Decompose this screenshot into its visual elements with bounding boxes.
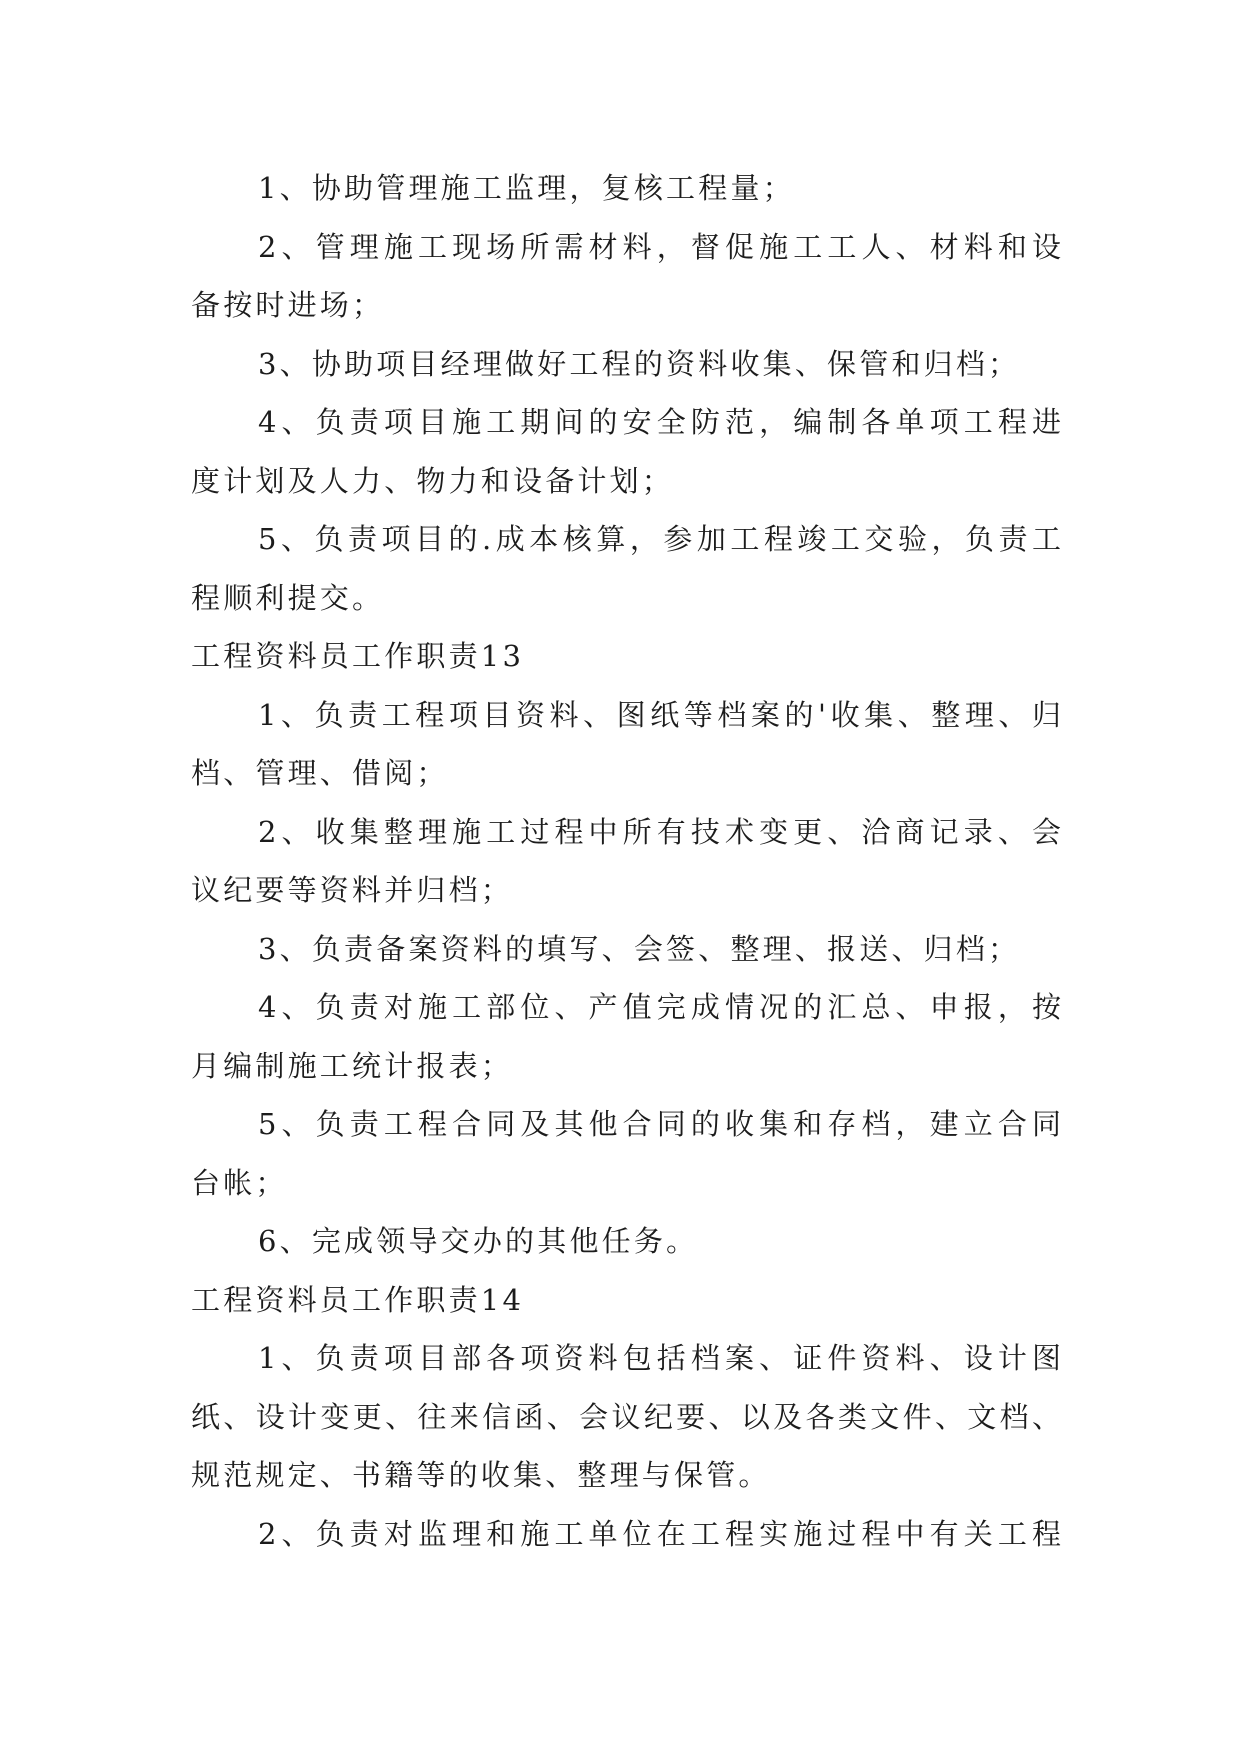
list-item-paragraph: [191, 218, 1061, 335]
list-item-paragraph: [191, 1329, 1061, 1505]
list-item-paragraph: [191, 1505, 1061, 1564]
paragraph-line: 2、管理施工现场所需材料，督促施工工人、材料和设: [258, 229, 1061, 264]
list-item-paragraph: [191, 978, 1061, 1095]
paragraph-line: 月编制施工统计报表；: [191, 1048, 514, 1083]
list-item-paragraph: [191, 159, 1061, 218]
paragraph-line: 规范规定、书籍等的收集、整理与保管。: [191, 1458, 771, 1492]
paragraph-line: 2、收集整理施工过程中所有技术变更、洽商记录、会: [258, 814, 1061, 849]
paragraph-line: 5、负责项目的.成本核算，参加工程竣工交验，负责工: [258, 522, 1061, 556]
list-item-paragraph: [191, 1212, 1061, 1271]
paragraph-line: 4、负责对施工部位、产值完成情况的汇总、申报，按: [258, 990, 1061, 1024]
paragraph-line: 档、管理、借阅；: [191, 756, 449, 790]
paragraph-line: 备按时进场；: [191, 288, 385, 322]
paragraph-line: 1、负责项目部各项资料包括档案、证件资料、设计图: [258, 1341, 1061, 1375]
paragraph-line: 5、负责工程合同及其他合同的收集和存档，建立合同: [258, 1107, 1061, 1141]
list-item-paragraph: [191, 393, 1061, 510]
section-heading: [191, 1271, 1061, 1330]
paragraph-line: 1、负责工程项目资料、图纸等档案的'收集、整理、归: [258, 697, 1061, 732]
list-item-paragraph: [191, 510, 1061, 627]
paragraph-line: 纸、设计变更、往来信函、会议纪要、以及各类文件、文档、: [191, 1399, 1061, 1434]
paragraph-line: 议纪要等资料并归档；: [191, 873, 514, 907]
list-item-paragraph: [191, 920, 1061, 979]
document-body: [191, 159, 1061, 1563]
paragraph-line: 台帐；: [191, 1165, 288, 1200]
section-heading-text: 工程资料员工作职责13: [191, 639, 525, 673]
paragraph-line: 3、协助项目经理做好工程的资料收集、保管和归档；: [258, 346, 1021, 381]
paragraph-line: 度计划及人力、物力和设备计划；: [191, 463, 675, 498]
paragraph-line: 4、负责项目施工期间的安全防范，编制各单项工程进: [258, 405, 1061, 439]
paragraph-line: 1、协助管理施工监理，复核工程量；: [258, 171, 795, 205]
list-item-paragraph: [191, 686, 1061, 803]
section-heading-text: 工程资料员工作职责14: [191, 1282, 525, 1317]
paragraph-line: 3、负责备案资料的填写、会签、整理、报送、归档；: [258, 931, 1021, 966]
list-item-paragraph: [191, 803, 1061, 920]
paragraph-line: 程顺利提交。: [191, 580, 385, 615]
list-item-paragraph: [191, 335, 1061, 394]
paragraph-line: 2、负责对监理和施工单位在工程实施过程中有关工程: [258, 1516, 1061, 1551]
paragraph-line: 6、完成领导交办的其他任务。: [258, 1224, 699, 1258]
section-heading: [191, 627, 1061, 686]
list-item-paragraph: [191, 1095, 1061, 1212]
